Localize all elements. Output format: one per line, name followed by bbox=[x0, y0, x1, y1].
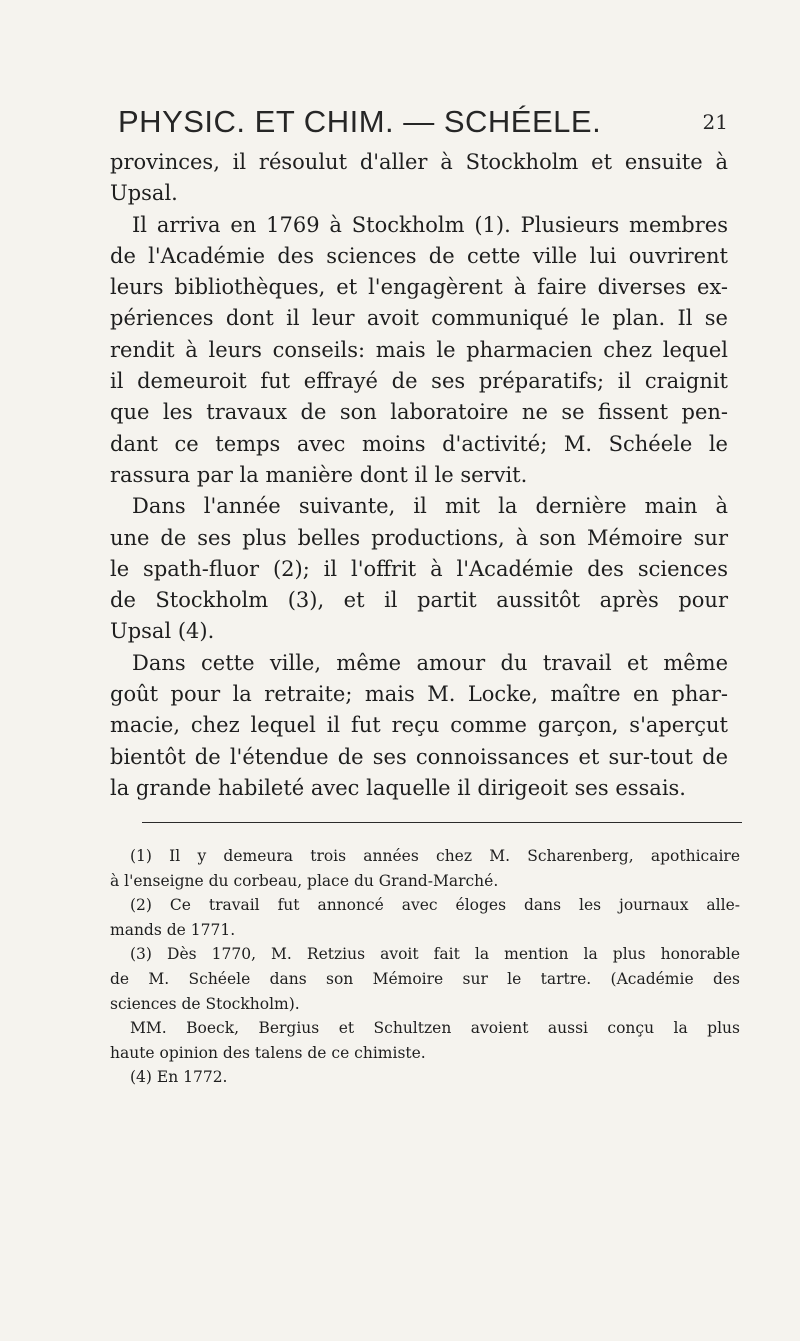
text-line: périences dont il leur avoit communiqué le plan. Il se bbox=[110, 306, 728, 331]
text-line: Dans l'année suivante, il mit la dernière main à bbox=[132, 494, 728, 519]
footnote-line: (2) Ce travail fut annoncé avec éloges dans les journaux alle- bbox=[130, 896, 740, 915]
body-text bbox=[110, 147, 728, 804]
footnote-line: MM. Boeck, Bergius et Schultzen avoient aussi conçu la plus bbox=[130, 1019, 740, 1038]
text-line: le spath-fluor (2); il l'offrit à l'Académie des sciences bbox=[110, 556, 728, 581]
text-line: provinces, il résoulut d'aller à Stockholm et ensuite à bbox=[110, 150, 728, 174]
footnote-line: (1) Il y demeura trois années chez M. Scharenberg, apothicaire bbox=[130, 847, 740, 865]
footnotes bbox=[110, 844, 740, 1090]
text-line: de Stockholm (3), et il partit aussitôt après pour bbox=[110, 588, 728, 613]
text-line: goût pour la retraite; mais M. Locke, maître en phar- bbox=[110, 682, 728, 707]
text-line: Il arriva en 1769 à Stockholm (1). Plusieurs membres bbox=[132, 212, 728, 237]
footnote-line: haute opinion des talens de ce chimiste. bbox=[110, 1043, 426, 1062]
text-line: leurs bibliothèques, et l'engagèrent à faire diverses ex- bbox=[110, 275, 728, 300]
footnote-line: sciences de Stockholm). bbox=[110, 994, 300, 1013]
text-line: bientôt de l'étendue de ses connoissances et sur-tout de bbox=[110, 744, 728, 769]
text-line: que les travaux de son laboratoire ne se fissent pen- bbox=[110, 400, 728, 425]
footnote-line: (3) Dès 1770, M. Retzius avoit fait la mention la plus honorable bbox=[130, 945, 740, 964]
page-number: 21 bbox=[702, 110, 728, 134]
text-line: rendit à leurs conseils: mais le pharmacien chez lequel bbox=[110, 337, 728, 362]
text-line: dant ce temps avec moins d'activité; M. Schéele le bbox=[110, 431, 728, 456]
text-line: la grande habileté avec laquelle il dirigeoit ses essais. bbox=[110, 775, 686, 800]
text-line: de l'Académie des sciences de cette ville lui ouvrirent bbox=[110, 243, 728, 268]
text-line: Upsal (4). bbox=[110, 619, 215, 644]
text-line: macie, chez lequel il fut reçu comme garçon, s'aperçut bbox=[110, 713, 728, 738]
text-line: rassura par la manière dont il le servit. bbox=[110, 462, 528, 487]
text-line: une de ses plus belles productions, à son Mémoire sur bbox=[110, 525, 728, 550]
footnote-line: (4) En 1772. bbox=[130, 1068, 228, 1087]
footnote-line: de M. Schéele dans son Mémoire sur le tartre. (Académie des bbox=[110, 969, 740, 988]
footnote-line: mands de 1771. bbox=[110, 920, 236, 939]
footnote-rule bbox=[142, 822, 742, 823]
text-line: Dans cette ville, même amour du travail et même bbox=[132, 650, 728, 675]
running-title: PHYSIC. ET CHIM. — SCHÉELE. bbox=[118, 104, 602, 139]
footnote-line: à l'enseigne du corbeau, place du Grand-Marché. bbox=[110, 871, 499, 890]
text-line: il demeuroit fut effrayé de ses préparatifs; il craignit bbox=[110, 369, 728, 394]
text-line: Upsal. bbox=[110, 181, 178, 206]
running-head bbox=[118, 104, 728, 144]
